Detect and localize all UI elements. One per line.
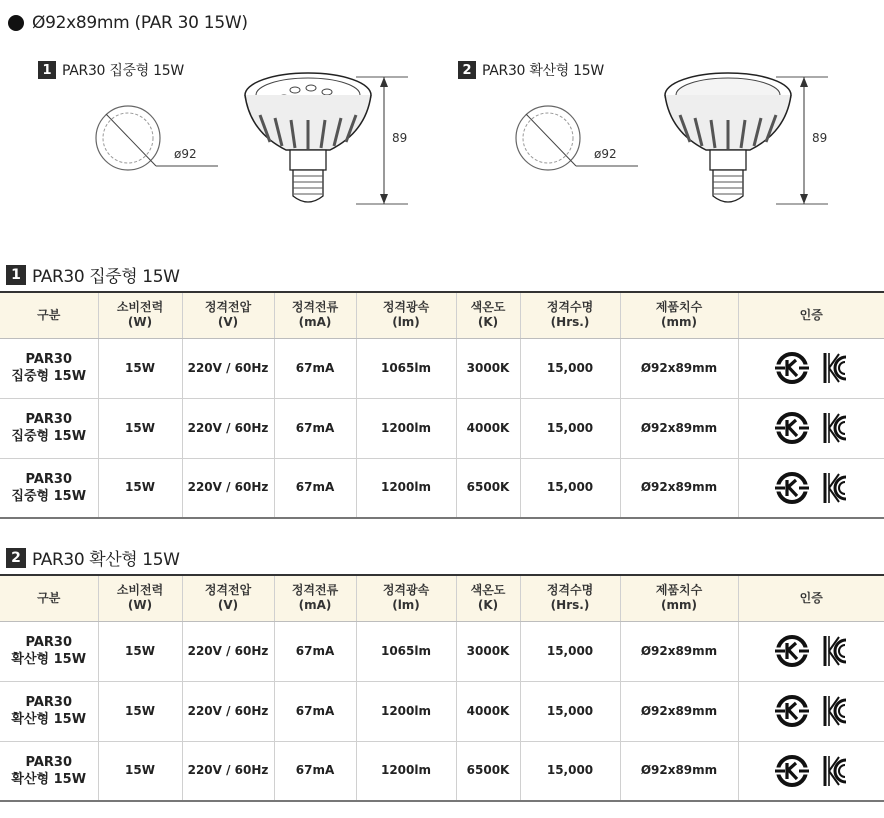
column-header-label: 정격전류 (291, 300, 339, 315)
table-header-row (0, 292, 884, 338)
column-header-label: 정격수명 (546, 300, 594, 315)
flood-bulb-drawing (510, 60, 850, 220)
table-row (0, 398, 884, 458)
cell-flux: 1065lm (356, 338, 456, 398)
column-header-unit: (V) (217, 315, 239, 330)
product-type: 집중형 15W (11, 429, 87, 444)
kc-mark-icon (822, 350, 848, 386)
bullet-icon (8, 15, 24, 31)
column-header (520, 292, 620, 338)
cell-flux: 1200lm (356, 458, 456, 518)
cert-cell (738, 458, 884, 518)
column-header-label: 색온도 (470, 300, 506, 315)
flood-front-view (516, 106, 638, 170)
product-model: PAR30 (25, 635, 72, 650)
product-model: PAR30 (25, 695, 72, 710)
cell-power: 15W (98, 338, 182, 398)
column-header-unit: (lm) (392, 598, 420, 613)
column-header-unit: (W) (127, 598, 153, 613)
column-header (98, 292, 182, 338)
column-header-unit: (mm) (661, 598, 697, 613)
product-model: PAR30 (25, 471, 72, 487)
cell-current: 67mA (274, 458, 356, 518)
product-type: 집중형 15W (11, 369, 87, 384)
column-header-unit: (W) (127, 315, 153, 330)
column-header-label: 정격전압 (204, 300, 252, 315)
variant-2-number: 2 (458, 61, 476, 79)
variant-1-number: 1 (38, 61, 56, 79)
column-header-label: 인증 (799, 590, 823, 605)
product-model: PAR30 (25, 412, 72, 427)
product-name-cell (0, 458, 98, 518)
column-header (620, 292, 738, 338)
column-header-unit: (mA) (298, 315, 332, 330)
cell-voltage: 220V / 60Hz (182, 398, 274, 458)
product-name-cell (0, 621, 98, 681)
cell-life: 15,000 (520, 398, 620, 458)
column-header (274, 292, 356, 338)
column-header-label: 소비전력 (116, 300, 164, 315)
cell-size: Ø92x89mm (620, 338, 738, 398)
column-header (182, 575, 274, 621)
kc-safety-icon (774, 350, 810, 386)
spec-table-spot (0, 291, 884, 519)
section-title-flood (6, 545, 180, 570)
cell-life: 15,000 (520, 458, 620, 518)
cell-cct: 6500K (456, 741, 520, 801)
cell-power: 15W (98, 458, 182, 518)
column-header-label: 정격광속 (382, 583, 430, 598)
product-type: 집중형 15W (11, 488, 87, 504)
spot-diameter-label: ø92 (174, 147, 197, 161)
column-header-unit: (Hrs.) (550, 598, 590, 613)
cell-life: 15,000 (520, 741, 620, 801)
section-2-number: 2 (6, 548, 26, 568)
cert-cell (738, 338, 884, 398)
cell-power: 15W (98, 621, 182, 681)
table-row (0, 338, 884, 398)
cert-cell (738, 621, 884, 681)
cell-current: 67mA (274, 621, 356, 681)
cell-cct: 3000K (456, 621, 520, 681)
cell-power: 15W (98, 681, 182, 741)
spec-heading (8, 12, 248, 34)
kc-mark-icon (822, 693, 848, 729)
kc-safety-icon (774, 693, 810, 729)
product-name-cell (0, 681, 98, 741)
cell-power: 15W (98, 741, 182, 801)
cell-voltage: 220V / 60Hz (182, 681, 274, 741)
column-header (356, 575, 456, 621)
table-header-row (0, 575, 884, 621)
cert-icons (739, 470, 884, 506)
product-model: PAR30 (25, 352, 72, 367)
column-header-unit: (mA) (298, 598, 332, 613)
cell-flux: 1200lm (356, 681, 456, 741)
cert-icons (739, 633, 884, 669)
kc-safety-icon (774, 410, 810, 446)
spot-front-view (96, 106, 218, 170)
cell-voltage: 220V / 60Hz (182, 338, 274, 398)
cell-life: 15,000 (520, 338, 620, 398)
column-header-label: 정격광속 (382, 300, 430, 315)
cell-cct: 3000K (456, 338, 520, 398)
cell-voltage: 220V / 60Hz (182, 621, 274, 681)
column-header-unit: (mm) (661, 315, 697, 330)
column-header (520, 575, 620, 621)
product-name-cell (0, 741, 98, 801)
cell-size: Ø92x89mm (620, 621, 738, 681)
column-header-label: 인증 (799, 307, 823, 322)
spec-table-flood (0, 574, 884, 802)
flood-height-label: 89 (812, 131, 828, 145)
cell-size: Ø92x89mm (620, 398, 738, 458)
kc-mark-icon (822, 633, 848, 669)
kc-mark-icon (822, 753, 848, 789)
column-header (620, 575, 738, 621)
column-header-label: 구분 (37, 590, 61, 605)
column-header (0, 575, 98, 621)
kc-mark-icon (822, 410, 848, 446)
cell-life: 15,000 (520, 681, 620, 741)
product-type: 확산형 15W (11, 652, 87, 667)
column-header-label: 정격전압 (204, 583, 252, 598)
column-header (182, 292, 274, 338)
column-header (456, 292, 520, 338)
column-header-label: 제품치수 (655, 583, 703, 598)
column-header-label: 정격전류 (291, 583, 339, 598)
table-row (0, 458, 884, 518)
column-header (98, 575, 182, 621)
product-name-cell (0, 338, 98, 398)
cell-size: Ø92x89mm (620, 681, 738, 741)
column-header-label: 구분 (37, 307, 61, 322)
column-header (0, 292, 98, 338)
column-header (356, 292, 456, 338)
cell-cct: 4000K (456, 398, 520, 458)
table-row (0, 741, 884, 801)
kc-safety-icon (774, 633, 810, 669)
cell-voltage: 220V / 60Hz (182, 741, 274, 801)
kc-safety-icon (774, 753, 810, 789)
cell-flux: 1065lm (356, 621, 456, 681)
cell-cct: 4000K (456, 681, 520, 741)
column-header (274, 575, 356, 621)
spot-bulb-drawing (90, 60, 430, 220)
section-title-spot (6, 262, 180, 287)
column-header-unit: (V) (217, 598, 239, 613)
flood-diameter-label: ø92 (594, 147, 617, 161)
product-model: PAR30 (25, 754, 72, 770)
variant-2-title: PAR30 확산형 15W (482, 63, 604, 79)
product-type: 확산형 15W (11, 771, 87, 787)
column-header-unit: (lm) (392, 315, 420, 330)
column-header-unit: (Hrs.) (550, 315, 590, 330)
column-header-label: 정격수명 (546, 583, 594, 598)
flood-side-view (665, 73, 828, 204)
section-1-number: 1 (6, 265, 26, 285)
kc-mark-icon (822, 470, 848, 506)
cell-flux: 1200lm (356, 398, 456, 458)
cert-cell (738, 398, 884, 458)
cert-cell (738, 741, 884, 801)
variant-1-title: PAR30 집중형 15W (62, 63, 184, 79)
column-header-label: 소비전력 (116, 583, 164, 598)
section-1-title: PAR30 집중형 15W (32, 267, 180, 287)
spec-heading-text: Ø92x89mm (PAR 30 15W) (32, 13, 248, 33)
product-name-cell (0, 398, 98, 458)
column-header-unit: (K) (477, 598, 499, 613)
column-header (738, 575, 884, 621)
cert-icons (739, 410, 884, 446)
cell-cct: 6500K (456, 458, 520, 518)
table-row (0, 621, 884, 681)
cell-power: 15W (98, 398, 182, 458)
cert-icons (739, 753, 884, 789)
cert-cell (738, 681, 884, 741)
cell-size: Ø92x89mm (620, 458, 738, 518)
cell-size: Ø92x89mm (620, 741, 738, 801)
cell-current: 67mA (274, 338, 356, 398)
column-header-unit: (K) (477, 315, 499, 330)
column-header (456, 575, 520, 621)
cell-flux: 1200lm (356, 741, 456, 801)
cell-current: 67mA (274, 741, 356, 801)
cert-icons (739, 350, 884, 386)
cell-voltage: 220V / 60Hz (182, 458, 274, 518)
kc-safety-icon (774, 470, 810, 506)
column-header-label: 색온도 (470, 583, 506, 598)
spot-height-label: 89 (392, 131, 408, 145)
column-header-label: 제품치수 (655, 300, 703, 315)
column-header (738, 292, 884, 338)
cell-current: 67mA (274, 681, 356, 741)
spot-side-view (245, 73, 408, 204)
cell-current: 67mA (274, 398, 356, 458)
table-row (0, 681, 884, 741)
cell-life: 15,000 (520, 621, 620, 681)
cert-icons (739, 693, 884, 729)
product-type: 확산형 15W (11, 712, 87, 727)
section-2-title: PAR30 확산형 15W (32, 550, 180, 570)
